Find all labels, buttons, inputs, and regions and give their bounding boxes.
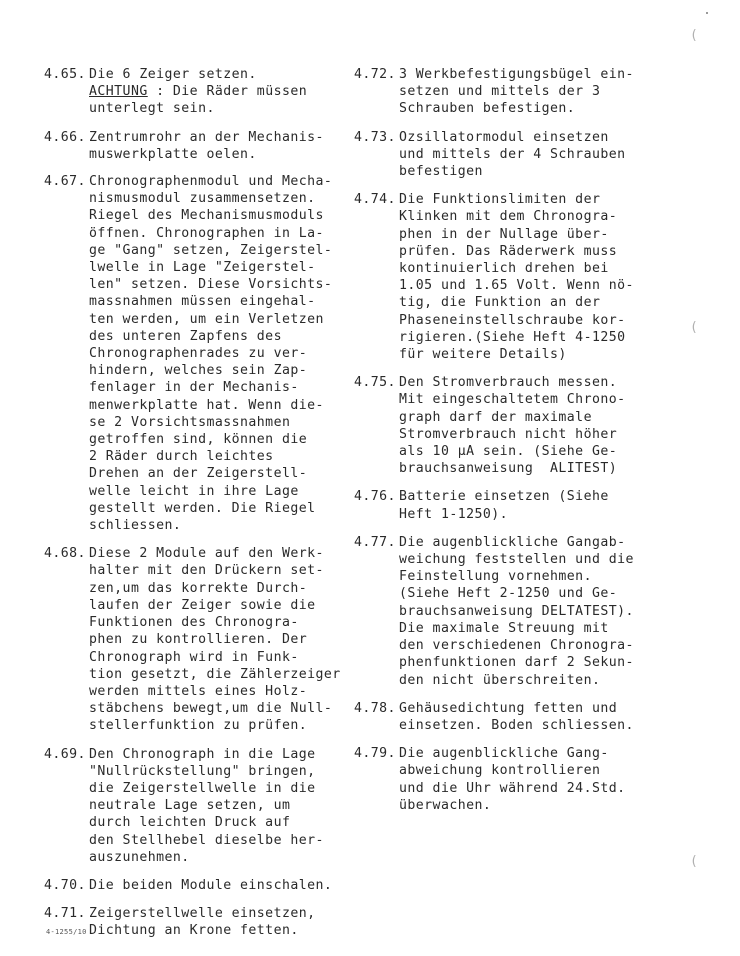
warning-label: ACHTUNG [89,84,148,100]
step-line: phen in der Nullage über- [399,226,609,242]
step-number: 4.75. [354,375,396,391]
step-line: tion gesetzt, die Zählerzeiger [89,666,341,682]
step-line: massnahmen müssen eingehal- [89,294,316,310]
step-line: phen zu kontrollieren. Der [89,632,308,648]
step-line: laufen der Zeiger sowie die [89,597,316,613]
step-line: rigieren.(Siehe Heft 4-1250 [399,329,626,345]
step-number: 4.76. [354,489,396,505]
step-number: 4.66. [44,129,86,145]
step-line: Die Funktionslimiten der [399,192,601,208]
step-line: Chronograph wird in Funk- [89,649,299,665]
step-text [89,746,354,866]
step-line: nismusmodul zusammensetzen. [89,191,316,207]
step-number: 4.79. [354,746,396,762]
step-text [399,700,664,734]
step-line: graph darf der maximale [399,409,592,425]
step-number: 4.74. [354,192,396,208]
step-line: fenlager in der Mechanis- [89,380,299,396]
step-line: durch leichten Druck auf [89,815,291,831]
step-number: 4.71. [44,906,86,922]
step-line: Die maximale Streuung mit [399,620,609,636]
step-line: unterlegt sein. [89,101,215,117]
step-text [399,66,664,118]
step-text [89,66,354,118]
step-line: Diese 2 Module auf den Werk- [89,546,324,562]
left-column [44,66,354,940]
step-4-65 [44,66,354,118]
step-line: befestigen [399,164,483,180]
step-text [399,488,664,522]
step-line: weichung feststellen und die [399,552,634,568]
step-number: 4.70. [44,877,86,893]
step-text [89,173,354,534]
step-line: und die Uhr während 24.Std. [399,780,626,796]
step-line: neutrale Lage setzen, um [89,798,291,814]
step-number: 4.77. [354,534,396,550]
step-text [399,534,664,689]
step-line: menwerkplatte hat. Wenn die- [89,397,324,413]
step-line: Mit eingeschaltetem Chrono- [399,392,626,408]
step-4-74 [354,191,664,363]
step-line: brauchsanweisung ALITEST) [399,461,618,477]
step-number: 4.68. [44,546,86,562]
step-text [399,191,664,363]
step-line: muswerkplatte oelen. [89,146,257,162]
step-4-78 [354,700,664,734]
step-line: Batterie einsetzen (Siehe [399,489,609,505]
step-line: Die augenblickliche Gang- [399,746,609,762]
step-line: Gehäusedichtung fetten und [399,700,618,716]
step-line: Dichtung an Krone fetten. [89,923,299,939]
step-line: getroffen sind, können die [89,432,308,448]
step-line: halter mit den Drückern set- [89,563,324,579]
step-number: 4.78. [354,700,396,716]
step-line: Den Stromverbrauch messen. [399,375,618,391]
step-line: Feinstellung vornehmen. [399,569,592,585]
step-4-77 [354,534,664,689]
step-4-66 [44,129,354,163]
step-line: Heft 1-1250). [399,506,509,522]
step-line: den nicht überschreiten. [399,672,601,688]
step-text [399,129,664,181]
right-column [354,66,664,814]
step-line: kontinuierlich drehen bei [399,261,609,277]
margin-mark: ( [690,854,698,869]
step-text [89,905,354,939]
page-footer-code: 4-1255/10 [46,928,87,936]
step-line: öffnen. Chronographen in La- [89,225,324,241]
step-line: brauchsanweisung DELTATEST). [399,603,634,619]
step-text [399,745,664,814]
step-line: Schrauben befestigen. [399,101,576,117]
step-line: 3 Werkbefestigungsbügel ein- [399,67,634,82]
step-text [89,877,354,894]
margin-mark: ( [690,28,698,43]
step-line: stellerfunktion zu prüfen. [89,718,308,734]
step-line: ge "Gang" setzen, Zeigerstel- [89,242,333,258]
step-line: Phaseneinstellschraube kor- [399,312,626,328]
step-line: auszunehmen. [89,849,190,865]
step-4-75 [354,374,664,477]
step-line: len" setzen. Diese Vorsichts- [89,277,333,293]
step-note-line [89,83,354,100]
step-line: gestellt werden. Die Riegel [89,500,316,516]
step-text [89,545,354,734]
step-line: Die augenblickliche Gangab- [399,534,626,550]
margin-mark: ( [690,320,698,335]
step-4-73 [354,129,664,181]
step-line: se 2 Vorsichtsmassnahmen [89,414,291,430]
step-line: welle leicht in ihre Lage [89,483,299,499]
step-line: schliessen. [89,518,182,534]
step-line: abweichung kontrollieren [399,763,601,779]
step-line: zen,um das korrekte Durch- [89,580,308,596]
step-4-76 [354,488,664,522]
step-line: Die 6 Zeiger setzen. [89,67,257,82]
step-line: Stromverbrauch nicht höher [399,426,618,442]
step-number: 4.67. [44,174,86,190]
step-line: Funktionen des Chronogra- [89,615,299,631]
step-line: : Die Räder müssen [147,84,308,100]
step-4-67 [44,173,354,534]
margin-dot [706,12,708,14]
step-4-71 [44,905,354,939]
step-number: 4.73. [354,129,396,145]
step-line: "Nullrückstellung" bringen, [89,763,316,779]
step-line: Chronographenmodul und Mecha- [89,174,333,190]
step-line: überwachen. [399,797,492,813]
step-line: die Zeigerstellwelle in die [89,780,316,796]
step-line: einsetzen. Boden schliessen. [399,717,634,733]
step-line: den Stellhebel dieselbe her- [89,832,324,848]
step-text [89,129,354,163]
step-4-79 [354,745,664,814]
step-line: Drehen an der Zeigerstell- [89,466,308,482]
step-line: Klinken mit dem Chronogra- [399,209,618,225]
step-number: 4.69. [44,746,86,762]
step-line: als 10 µA sein. (Siehe Ge- [399,444,618,460]
step-line: Ozsillatormodul einsetzen [399,129,609,145]
step-line: 2 Räder durch leichtes [89,449,274,465]
step-line: setzen und mittels der 3 [399,84,601,100]
step-line: tig, die Funktion an der [399,295,601,311]
step-4-69 [44,746,354,866]
step-line: ten werden, um ein Verletzen [89,311,324,327]
step-line: für weitere Details) [399,347,567,363]
step-line: 1.05 und 1.65 Volt. Wenn nö- [399,278,634,294]
step-line: hindern, welches sein Zap- [89,363,308,379]
step-line: des unteren Zapfens des [89,328,282,344]
step-line: Zentrumrohr an der Mechanis- [89,129,324,145]
step-number: 4.65. [44,67,86,82]
step-line: Den Chronograph in die Lage [89,746,316,762]
step-line: lwelle in Lage "Zeigerstel- [89,260,316,276]
step-line: Chronographenrades zu ver- [89,346,308,362]
step-line: werden mittels eines Holz- [89,683,308,699]
step-number: 4.72. [354,67,396,82]
step-4-72 [354,66,664,118]
step-line: den verschiedenen Chronogra- [399,638,634,654]
step-text [399,374,664,477]
step-line: und mittels der 4 Schrauben [399,146,626,162]
step-line: Zeigerstellwelle einsetzen, [89,906,316,922]
step-line: prüfen. Das Räderwerk muss [399,243,618,259]
step-line: Riegel des Mechanismusmoduls [89,208,324,224]
step-line: Die beiden Module einschalen. [89,877,333,893]
step-4-68 [44,545,354,734]
step-line: phenfunktionen darf 2 Sekun- [399,655,634,671]
step-line: stäbchens bewegt,um die Null- [89,701,333,717]
step-line: (Siehe Heft 2-1250 und Ge- [399,586,618,602]
step-4-70 [44,877,354,894]
